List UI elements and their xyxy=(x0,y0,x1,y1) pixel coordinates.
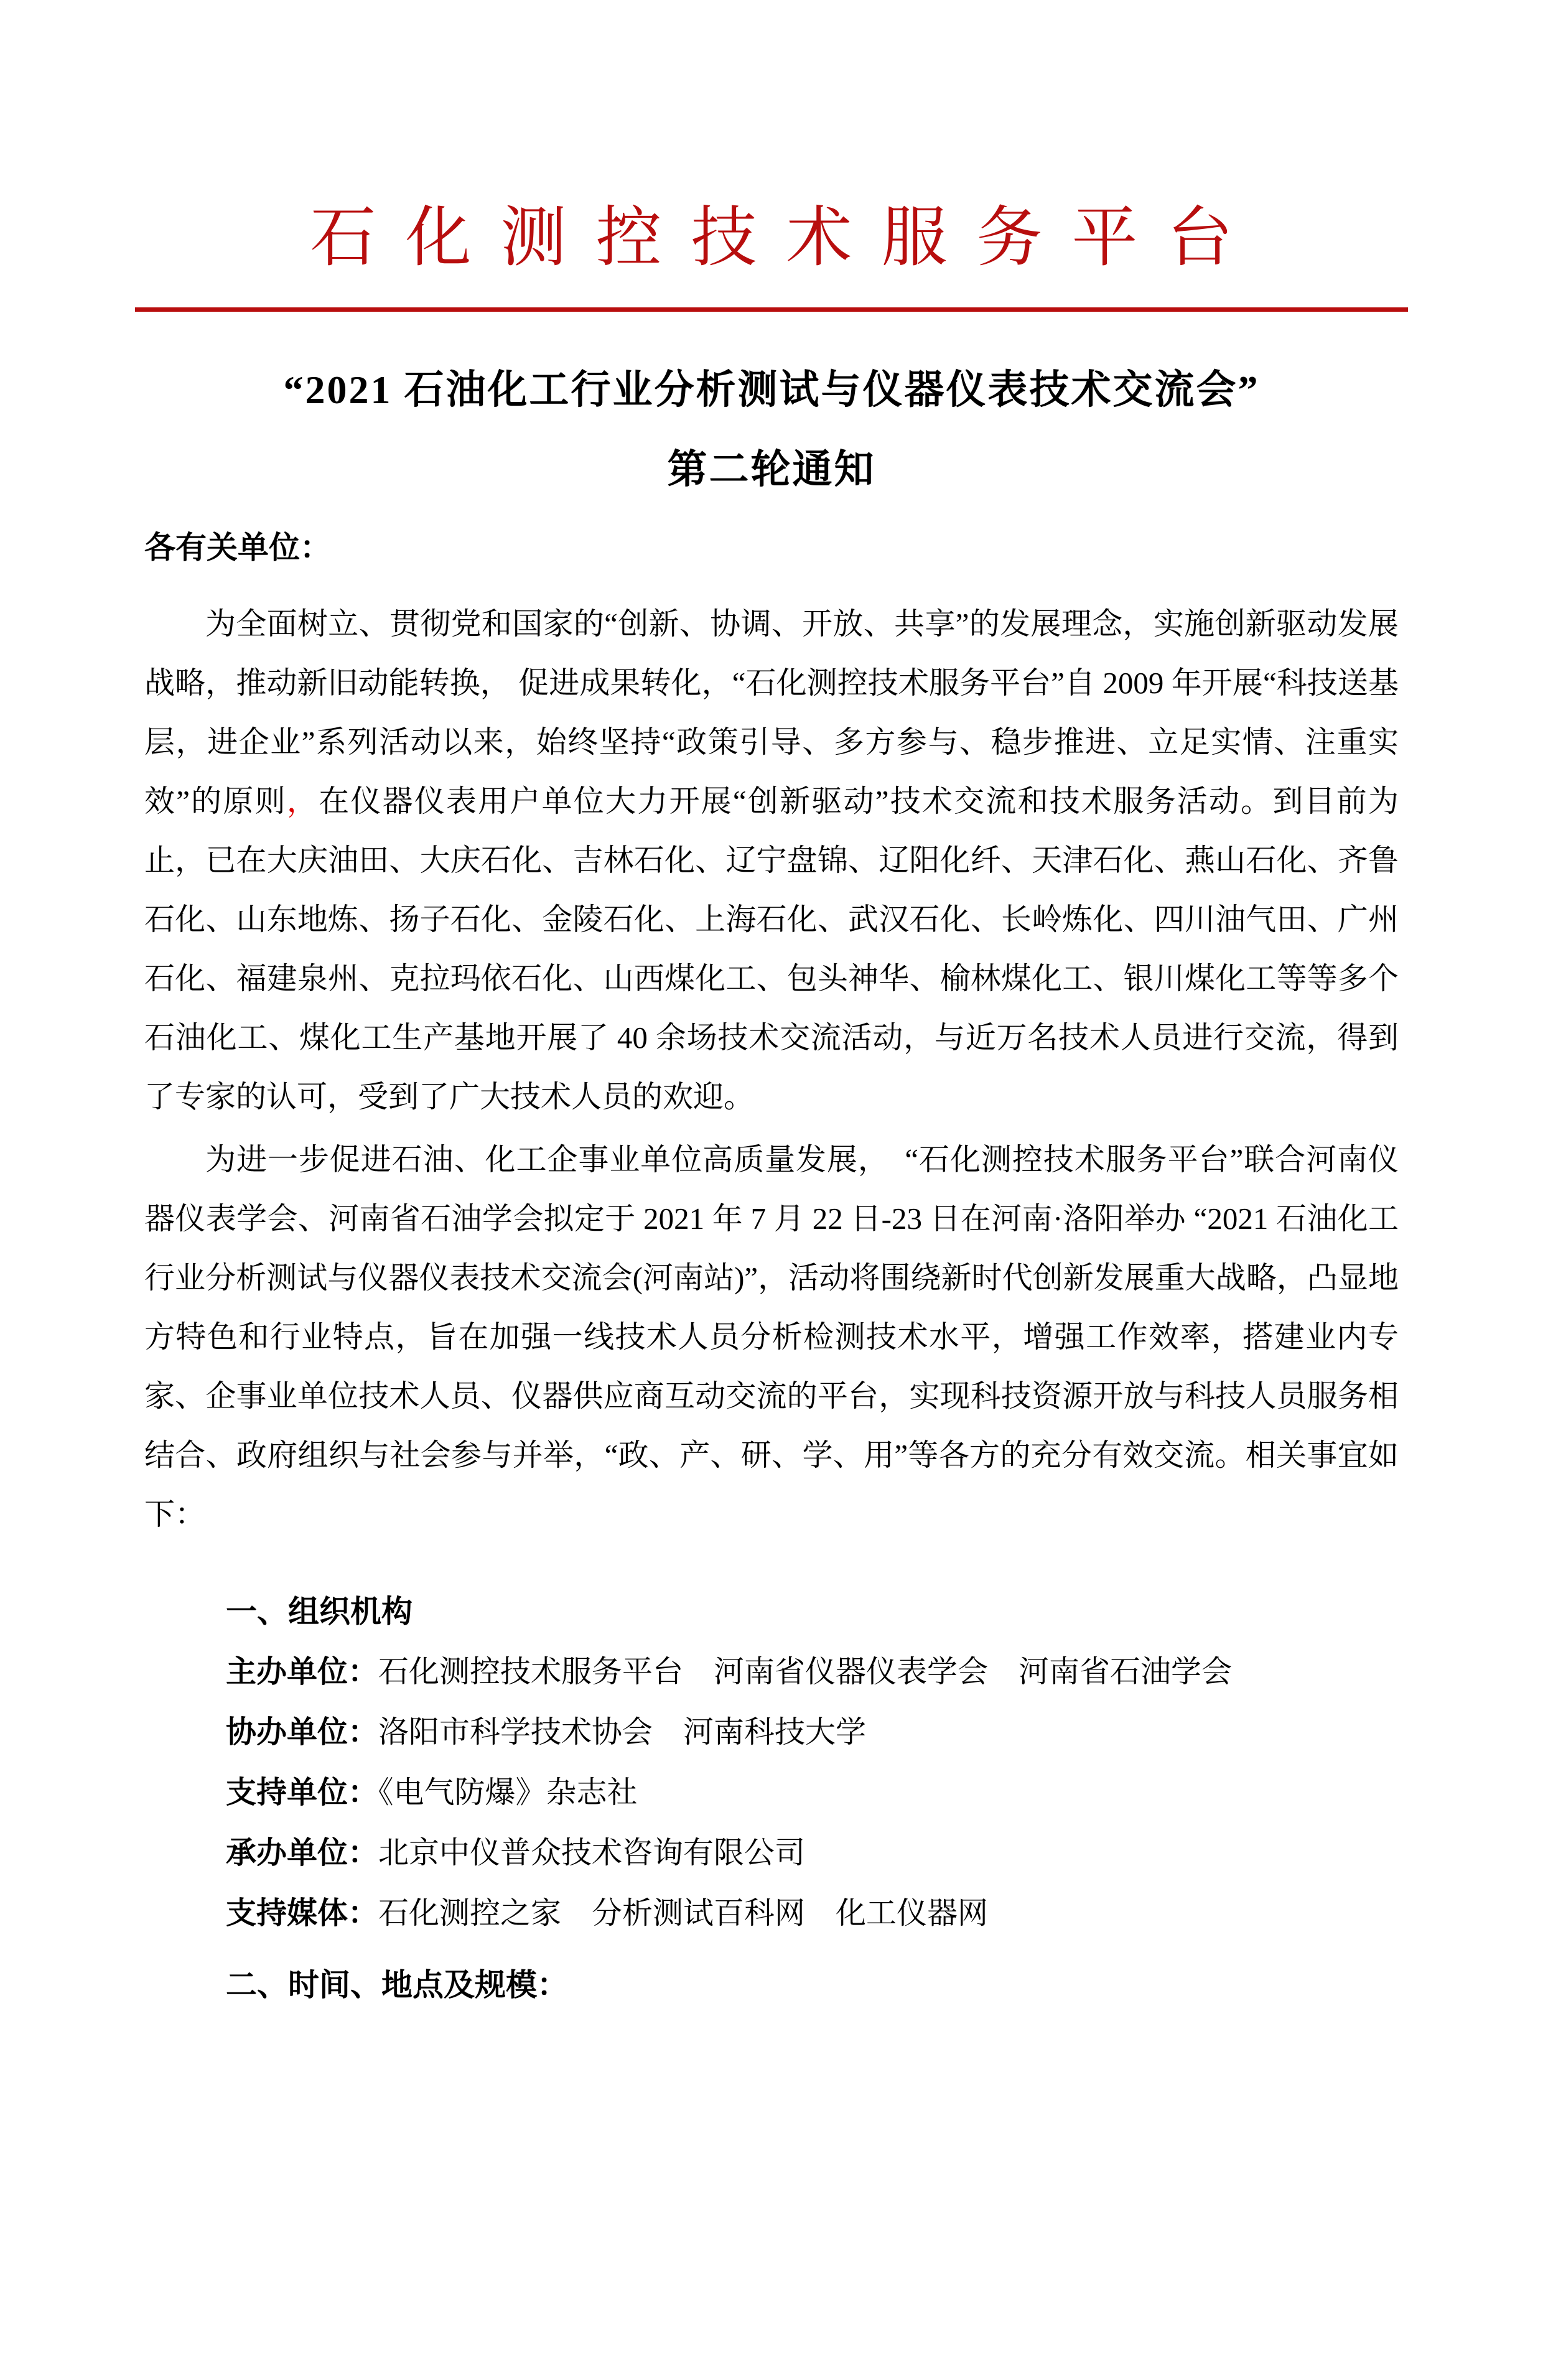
masthead-title-text: 石化测控技术服务平台 xyxy=(310,202,1262,274)
org-row-media-label: 支持媒体： xyxy=(226,1896,379,1930)
paragraph-1 xyxy=(144,594,1399,1126)
salutation: 各有关单位： xyxy=(144,530,331,565)
org-row-coorganizer xyxy=(144,1702,1399,1762)
org-row-supporter xyxy=(144,1762,1399,1822)
paragraph-2: 为进一步促进石油、化工企事业单位高质量发展， “石化测控技术服务平台”联合河南仪器仪表学会、河南省石油学会拟定于 2021 年 7 月 22 日-23 日在河南·洛阳举办 “2021 石油化工行业分析测试与仪器仪表技术交流会(河南站)”，活动将围绕新时代创新发展重大战略，凸显地方特色和行业特点，旨在加强一线技术人员分析检测技术水平，增强工作效率，搭建业内专家、企事业单位技术人员、仪器供应商互动交流的平台，实现科技资源开放与科技人员服务相结合、政府组织与社会参与并举，“政、产、研、学、用”等各方的充分有效交流。相关事宜如下： xyxy=(144,1142,1399,1531)
org-row-host xyxy=(144,1641,1399,1702)
document-title-line2: 第二轮通知 xyxy=(667,447,876,492)
paragraph-1-before: 为全面树立、贯彻党和国家的“创新、协调、开放、共享”的发展理念，实施创新驱动发展战略，推动新旧动能转换， 促进成果转化，“石化测控技术服务平台”自 2009 年开展“科技送基层，进企业”系列活动以来，始终坚持“政策引导、多方参与、稳步推进、立足实情、注重实效”的原则 xyxy=(144,607,1399,818)
org-row-supporter-value: 《电气防爆》杂志社 xyxy=(378,1775,638,1809)
document-title-line1: “2021 石油化工行业分析测试与仪器仪表技术交流会” xyxy=(283,368,1260,412)
masthead-title xyxy=(144,198,1399,279)
org-row-coorganizer-value: 洛阳市科学技术协会 河南科技大学 xyxy=(378,1715,867,1749)
section-2-heading: 二、时间、地点及规模： xyxy=(226,1967,568,2002)
document-page xyxy=(0,198,1543,2380)
org-row-host-label: 主办单位： xyxy=(226,1654,379,1689)
paragraph-1-red-comma: ， xyxy=(286,784,319,818)
org-row-media-value: 石化测控之家 分析测试百科网 化工仪器网 xyxy=(378,1896,989,1930)
org-row-host-value: 石化测控技术服务平台 河南省仪器仪表学会 河南省石油学会 xyxy=(378,1654,1233,1689)
org-row-undertaker xyxy=(144,1822,1399,1883)
org-row-undertaker-label: 承办单位： xyxy=(226,1836,379,1870)
org-row-coorganizer-label: 协办单位： xyxy=(226,1715,379,1749)
org-row-media xyxy=(144,1883,1399,1943)
org-row-supporter-label: 支持单位： xyxy=(226,1775,379,1809)
document-title xyxy=(144,350,1399,510)
section-1-heading: 一、组织机构 xyxy=(226,1594,413,1629)
paragraph-1-after: 在仪器仪表用户单位大力开展“创新驱动”技术交流和技术服务活动。到目前为止，已在大庆油田、大庆石化、吉林石化、辽宁盘锦、辽阳化纤、天津石化、燕山石化、齐鲁石化、山东地炼、扬子石化、金陵石化、上海石化、武汉石化、长岭炼化、四川油气田、广州石化、福建泉州、克拉玛依石化、山西煤化工、包头神华、榆林煤化工、银川煤化工等等多个石油化工、煤化工生产基地开展了 40 余场技术交流活动，与近万名技术人员进行交流，得到了专家的认可，受到了广大技术人员的欢迎。 xyxy=(144,784,1399,1114)
org-row-undertaker-value: 北京中仪普众技术咨询有限公司 xyxy=(378,1836,806,1870)
red-divider xyxy=(135,307,1408,312)
